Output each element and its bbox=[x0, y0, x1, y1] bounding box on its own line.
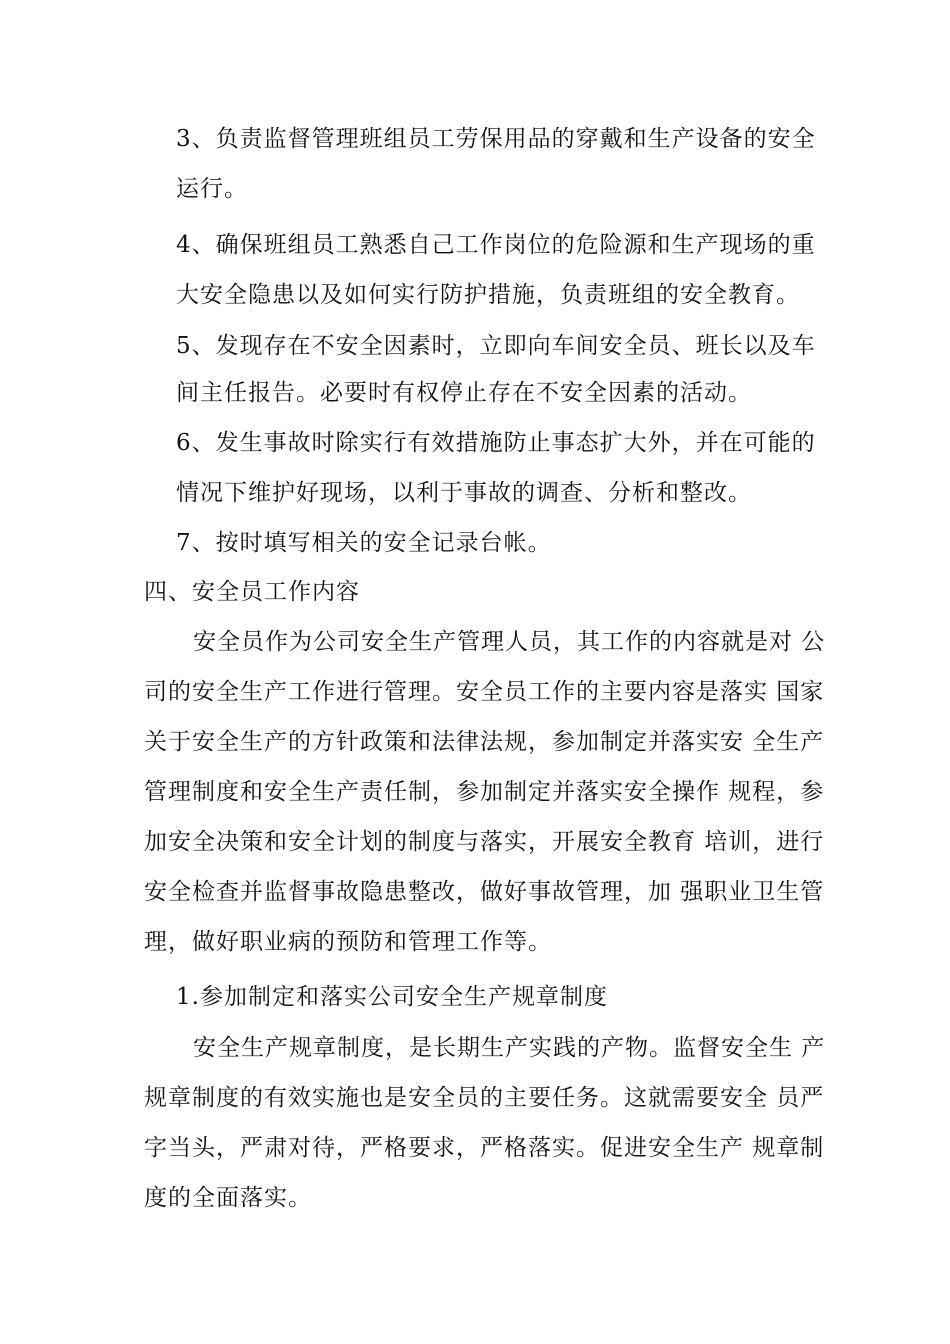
section-paragraph-line-1: 安全员作为公司安全生产管理人员，其工作的内容就是对 公 bbox=[193, 629, 826, 655]
item-4-line-2: 大安全隐患以及如何实行防护措施，负责班组的安全教育。 bbox=[176, 282, 800, 308]
item-5-line-2: 间主任报告。必要时有权停止存在不安全因素的活动。 bbox=[176, 380, 752, 406]
item-4-line-1: 4、确保班组员工熟悉自己工作岗位的危险源和生产现场的重 bbox=[176, 232, 816, 258]
sub-paragraph-line-3: 字当头，严肃对待，严格要求，严格落实。促进安全生产 规章制 bbox=[144, 1135, 825, 1161]
item-6-line-2: 情况下维护好现场，以利于事故的调查、分析和整改。 bbox=[176, 480, 752, 506]
section-paragraph-line-3: 关于安全生产的方针政策和法律法规，参加制定并落实安 全生产 bbox=[144, 729, 825, 755]
item-5-line-1: 5、发现存在不安全因素时，立即向车间安全员、班长以及车 bbox=[176, 333, 816, 359]
item-6-line-1: 6、发生事故时除实行有效措施防止事态扩大外，并在可能的 bbox=[176, 430, 816, 456]
sub-paragraph-line-1: 安全生产规章制度，是长期生产实践的产物。监督安全生 产 bbox=[193, 1035, 826, 1061]
sub-paragraph-line-4: 度的全面落实。 bbox=[144, 1185, 312, 1211]
section-paragraph-line-5: 加安全决策和安全计划的制度与落实，开展安全教育 培训，进行 bbox=[144, 829, 825, 855]
item-7-line-1: 7、按时填写相关的安全记录台帐。 bbox=[176, 530, 552, 556]
item-3-line-2: 运行。 bbox=[176, 176, 248, 202]
item-3-line-1: 3、负责监督管理班组员工劳保用品的穿戴和生产设备的安全 bbox=[176, 126, 816, 152]
section-paragraph-line-2: 司的安全生产工作进行管理。安全员工作的主要内容是落实 国家 bbox=[144, 679, 825, 705]
section-paragraph-line-6: 安全检查并监督事故隐患整改，做好事故管理，加 强职业卫生管 bbox=[144, 879, 825, 905]
sub-paragraph-line-2: 规章制度的有效实施也是安全员的主要任务。这就需要安全 员严 bbox=[144, 1085, 825, 1111]
section-paragraph-line-7: 理，做好职业病的预防和管理工作等。 bbox=[144, 929, 552, 955]
section-paragraph-line-4: 管理制度和安全生产责任制，参加制定并落实安全操作 规程，参 bbox=[144, 779, 825, 805]
section-heading: 四、安全员工作内容 bbox=[144, 579, 360, 605]
subheading: 1.参加制定和落实公司安全生产规章制度 bbox=[176, 984, 608, 1010]
